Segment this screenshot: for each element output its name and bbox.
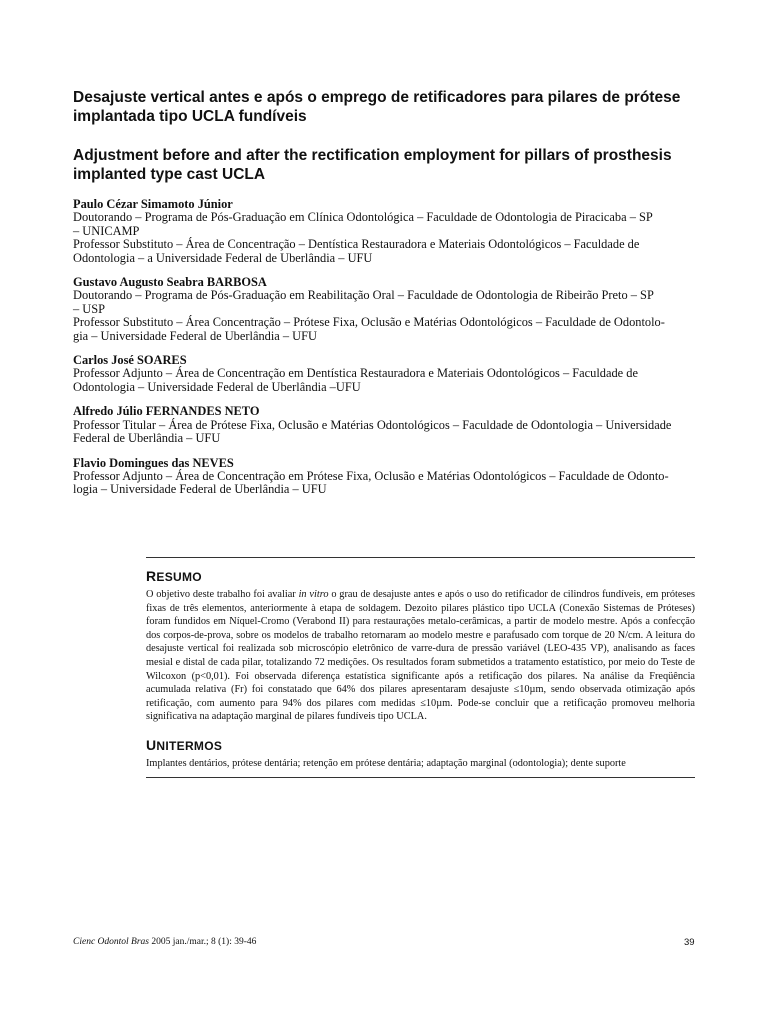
affiliation-line: Odontologia – Universidade Federal de Uberlândia –UFU [73,379,361,394]
author-block [73,405,695,445]
author-block [73,276,695,343]
author-list [73,198,695,497]
unitermos-heading-rest: NITERMOS [156,738,223,753]
resumo-text-rest: o grau de desajuste antes e após o uso do retificador de cilindros fundíveis, em próteses fixas de três elementos, anteriormente à etapa de soldagem. Dezoito pilares plástico tipo UCLA (Conexão Sistemas de Próteses) foram fundidos em Níquel-Cromo (Verabond II) para restaurações metalo-cerâmicas, a partir de modelo mestre. Após a confecção dos corpos-de-prova, sobre os modelos de trabalho retornaram ao modelo mestre e parafusado com torque de 20 N/cm. A leitura do desajuste vertical foi realizada sob microscópio eletrônico de varre-dura de pressão variável (LEO-435 VP), analisando as faces mesial e distal de cada pilar, totalizando 72 medições. Os resultados foram submetidos a tratamento estatístico, por meio do Teste de Wilcoxon (p<0,01). Foi observada diferença estatística significante após a retificação dos pilares. Na análise da Freqüência acumulada relativa (Fr) foi constatado que 64% dos pilares apresentaram desajuste ≤10µm, sendo observada otimização após retificação, com aumento para 94% dos pilares com medidas ≤10µm. Pode-se concluir que a retificação promoveu melhoria significativa na adaptação marginal de pilares fundíveis tipo UCLA. [146,589,695,723]
affiliation-line: Federal de Uberlândia – UFU [73,431,221,446]
unitermos-text: Implantes dentários, prótese dentária; retenção em prótese dentária; adaptação marginal (odontologia); dente suporte [146,757,626,769]
author-name: Flavio Domingues das NEVES [73,455,234,470]
resumo-heading [146,568,695,584]
resumo-italic-term: in vitro [298,589,329,600]
resumo-text [146,588,695,724]
author-name: Carlos José SOARES [73,353,187,368]
title-pt-line-1: Desajuste vertical antes e após o emprego de retificadores para pilares de prótese [73,89,681,106]
abstract-section [146,557,695,778]
title-en-line-2: implanted type cast UCLA [73,166,266,183]
author-block [73,198,695,265]
affiliation-line: Professor Titular – Área de Prótese Fixa, Oclusão e Matérias Odontológicos – Faculdade de Odontologia – Universidade [73,417,672,432]
title-portuguese [73,88,683,126]
affiliation-line: – USP [73,301,106,316]
unitermos-heading [146,737,695,753]
affiliation-line: logia – Universidade Federal de Uberlândia – UFU [73,482,327,497]
affiliation-line: Doutorando – Programa de Pós-Graduação em Reabilitação Oral – Faculdade de Odontologia de Ribeirão Preto – SP [73,288,654,303]
affiliation-line: Doutorando – Programa de Pós-Graduação em Clínica Odontológica – Faculdade de Odontologia de Piracicaba – SP [73,210,653,225]
footer-citation [73,937,256,947]
divider [146,777,695,778]
author-block [73,354,695,394]
affiliation-line: Professor Adjunto – Área de Concentração em Prótese Fixa, Oclusão e Matérias Odontológicos – Faculdade de Odonto- [73,468,669,483]
resumo-heading-initial: R [146,568,157,584]
affiliation-line: gia – Universidade Federal de Uberlândia – UFU [73,328,317,343]
affiliation-line: Odontologia – a Universidade Federal de Uberlândia – UFU [73,250,373,265]
title-en-line-1: Adjustment before and after the rectification employment for pillars of prosthesis [73,147,672,164]
citation-details: 2005 jan./mar.; 8 (1): 39-46 [149,937,257,947]
unitermos-heading-initial: U [146,736,157,753]
affiliation-line: – UNICAMP [73,223,140,238]
author-name: Paulo Cézar Simamoto Júnior [73,197,233,211]
affiliation-line: Professor Substituto – Área de Concentração – Dentística Restauradora e Materiais Odontológicos – Faculdade de [73,237,640,252]
page-number: 39 [684,937,695,948]
resumo-text-start: O objetivo deste trabalho foi avaliar [146,589,299,600]
journal-name: Cienc Odontol Bras [73,937,149,947]
resumo-heading-rest: ESUMO [156,570,202,584]
title-english [73,146,683,184]
author-block [73,457,695,497]
author-name: Alfredo Júlio FERNANDES NETO [73,404,260,419]
author-name: Gustavo Augusto Seabra BARBOSA [73,275,267,290]
affiliation-line: Professor Adjunto – Área de Concentração em Dentística Restauradora e Materiais Odontológicos – Faculdade de [73,366,638,381]
affiliation-line: Professor Substituto – Área Concentração – Prótese Fixa, Oclusão e Matérias Odontológicos – Faculdade de Odontolo- [73,315,665,330]
title-pt-line-2: implantada tipo UCLA fundíveis [73,108,307,125]
